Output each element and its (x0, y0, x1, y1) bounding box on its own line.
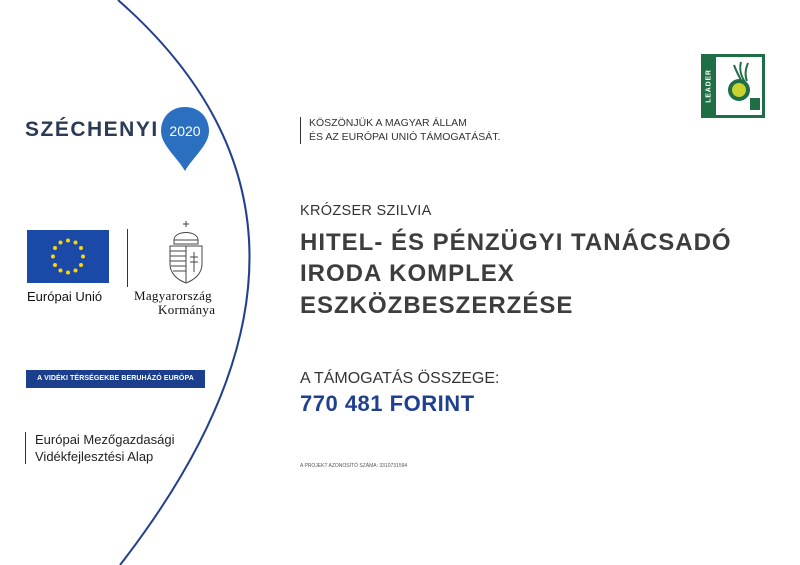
thanks-line2: ÉS AZ EURÓPAI UNIÓ TÁMOGATÁSÁT. (309, 131, 501, 143)
fund-divider (25, 432, 26, 464)
eu-flag (27, 230, 109, 283)
szechenyi-logo-text: SZÉCHENYI (25, 118, 159, 141)
project-title-line2: IRODA KOMPLEX (300, 260, 515, 287)
leader-logo-icon (701, 54, 765, 118)
rural-europe-banner: A VIDÉKI TÉRSÉGEKBE BERUHÁZÓ EURÓPA (26, 370, 205, 388)
beneficiary-name: KRÓZSER SZILVIA (300, 203, 432, 219)
support-amount-value: 770 481 FORINT (300, 391, 475, 416)
thanks-divider (300, 117, 301, 144)
leader-label: LEADER (705, 69, 713, 103)
support-amount-label: A TÁMOGATÁS ÖSSZEGE: (300, 370, 500, 387)
eu-stars-icon (27, 230, 109, 283)
government-divider (127, 229, 128, 287)
project-id: A PROJEKT AZONOSÍTÓ SZÁMA: 3310731594 (300, 463, 408, 469)
eu-label: Európai Unió (27, 289, 103, 304)
project-title-line3: ESZKÖZBESZERZÉSE (300, 292, 574, 319)
fund-name-line2: Vidékfejlesztési Alap (35, 449, 154, 464)
fund-name-line1: Európai Mezőgazdasági (35, 432, 175, 447)
szechenyi-year-text: 2020 (169, 123, 201, 139)
project-title-line1: HITEL- ÉS PÉNZÜGYI TANÁCSADÓ (300, 229, 732, 256)
thanks-line1: KÖSZÖNJÜK A MAGYAR ÁLLAM (309, 117, 467, 129)
szechenyi-2020-pin-icon (159, 105, 211, 173)
hungarian-coat-of-arms-icon (164, 220, 208, 284)
government-label-line1: Magyarország (134, 288, 212, 303)
government-label-line2: Kormánya (158, 302, 216, 317)
